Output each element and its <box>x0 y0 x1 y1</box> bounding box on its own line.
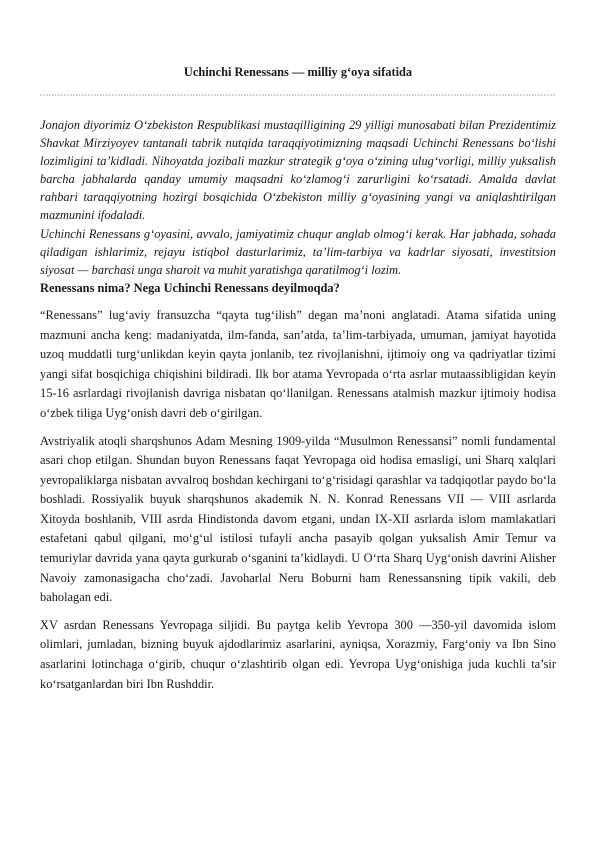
section-heading: Renessans nima? Nega Uchinchi Renessans deyilmoqda? <box>40 280 340 295</box>
body-paragraph: Avstriyalik atoqli sharqshunos Adam Mesning 1909-yilda “Musulmon Renessansi” nomli fundamental asari chop etilgan. Shundan buyon Renessans faqat Yevropaga oid hodisa emasligi, uni Sharq xalqlari yevropaliklarga nisbatan avvalroq boshdan kechirgani to‘g‘risidagi qarashlar va tadqiqotlar paydo bo‘la boshladi. Rossiyalik buyuk sharqshunos akademik N. N. Konrad Renessans VII — VIII asrlarda Xitoyda boshlanib, VIII asrda Hindistonda davom etgani, undan IX-XII asrlarda islom mamlakatlari estafetani qabul qilgani, mo‘g‘ul istilosi tufayli ancha pasayib qolgan yuksalish Amir Temur va temuriylar davrida yana qayta gurkurab o‘sganini ta’kidlaydi. U O‘rta Sharq Uyg‘onish davrini Alisher Navoiy zamonasigacha cho‘zadi. Javoharlal Neru Boburni ham Renessansning tipik vakili, deb baholagan edi. <box>40 433 556 605</box>
dotted-divider <box>40 94 556 96</box>
body-paragraph: XV asrdan Renessans Yevropaga siljidi. Bu paytga kelib Yevropa 300 —350-yil davomida islom olimlari, jumladan, bizning buyuk ajdodlarimiz asarlarini, ayniqsa, Xorazmiy, Farg‘oniy va Ibn Sino asarlarini lotinchaga o‘girib, chuqur o‘zlashtirib olgan edi. Yevropa Uyg‘onishiga juda kuchli ta’sir ko‘rsatganlardan biri Ibn Rushddir. <box>40 617 556 691</box>
intro-paragraph: Uchinchi Renessans g‘oyasini, avvalo, jamiyatimiz chuqur anglab olmog‘i kerak. Har jabhada, sohada qiladigan ishlarimiz, rejayu istiqbol dasturlarimiz, ta’lim-tarbiya va kadrlar siyosati, investitsion siyosat — barchasi unga sharoit va muhit yaratishga qaratilmog‘i lozim. <box>40 226 556 277</box>
page-title: Uchinchi Renessans — milliy g‘oya sifatida <box>183 65 413 79</box>
intro-paragraph: Jonajon diyorimiz O‘zbekiston Respublikasi mustaqilligining 29 yilligi munosabati bilan Prezidentimiz Shavkat Mirziyoyev tantanali tabrik nutqida taraqqiyotimizning maqsadi Uchinchi Renessans bo‘lishi lozimligini ta’kidladi. Nihoyatda jozibali mazkur strategik g‘oya o‘zining ulug‘vorligi, milliy yuksalish barcha jabhalarda qanday umumiy maqsadni ko‘zlamog‘i zarurligini ko‘rsatadi. Amalda davlat rahbari taraqqiyotning hozirgi bosqichida O‘zbekiston milliy g‘oyasining yangi va aniqlashtirilgan mazmunini ifodaladi. <box>40 118 556 223</box>
body-paragraph: “Renessans” lug‘aviy fransuzcha “qayta tug‘ilish” degan ma’noni anglatadi. Atama sifatida uning mazmuni ancha keng: madaniyatda, ilm-fanda, san’atda, ta’lim-tarbiyada, umuman, jamiyat hayotida uzoq muddatli turg‘unlikdan keyin qayta jonlanib, tez rivojlanishni, ijtimoiy ong va qadriyatlar tizimi yangi sifat bosqichiga chiqishini bildiradi. Ilk bor atama Yevropada o‘rta asrlar mutaassibligidan keyin 15-16 asrlardagi rivojlanish davriga nisbatan qo‘llanilgan. Renessans atalmish mazkur ijtimoiy hodisa o‘zbek tiliga Uyg‘onish davri deb o‘girilgan. <box>40 307 556 420</box>
